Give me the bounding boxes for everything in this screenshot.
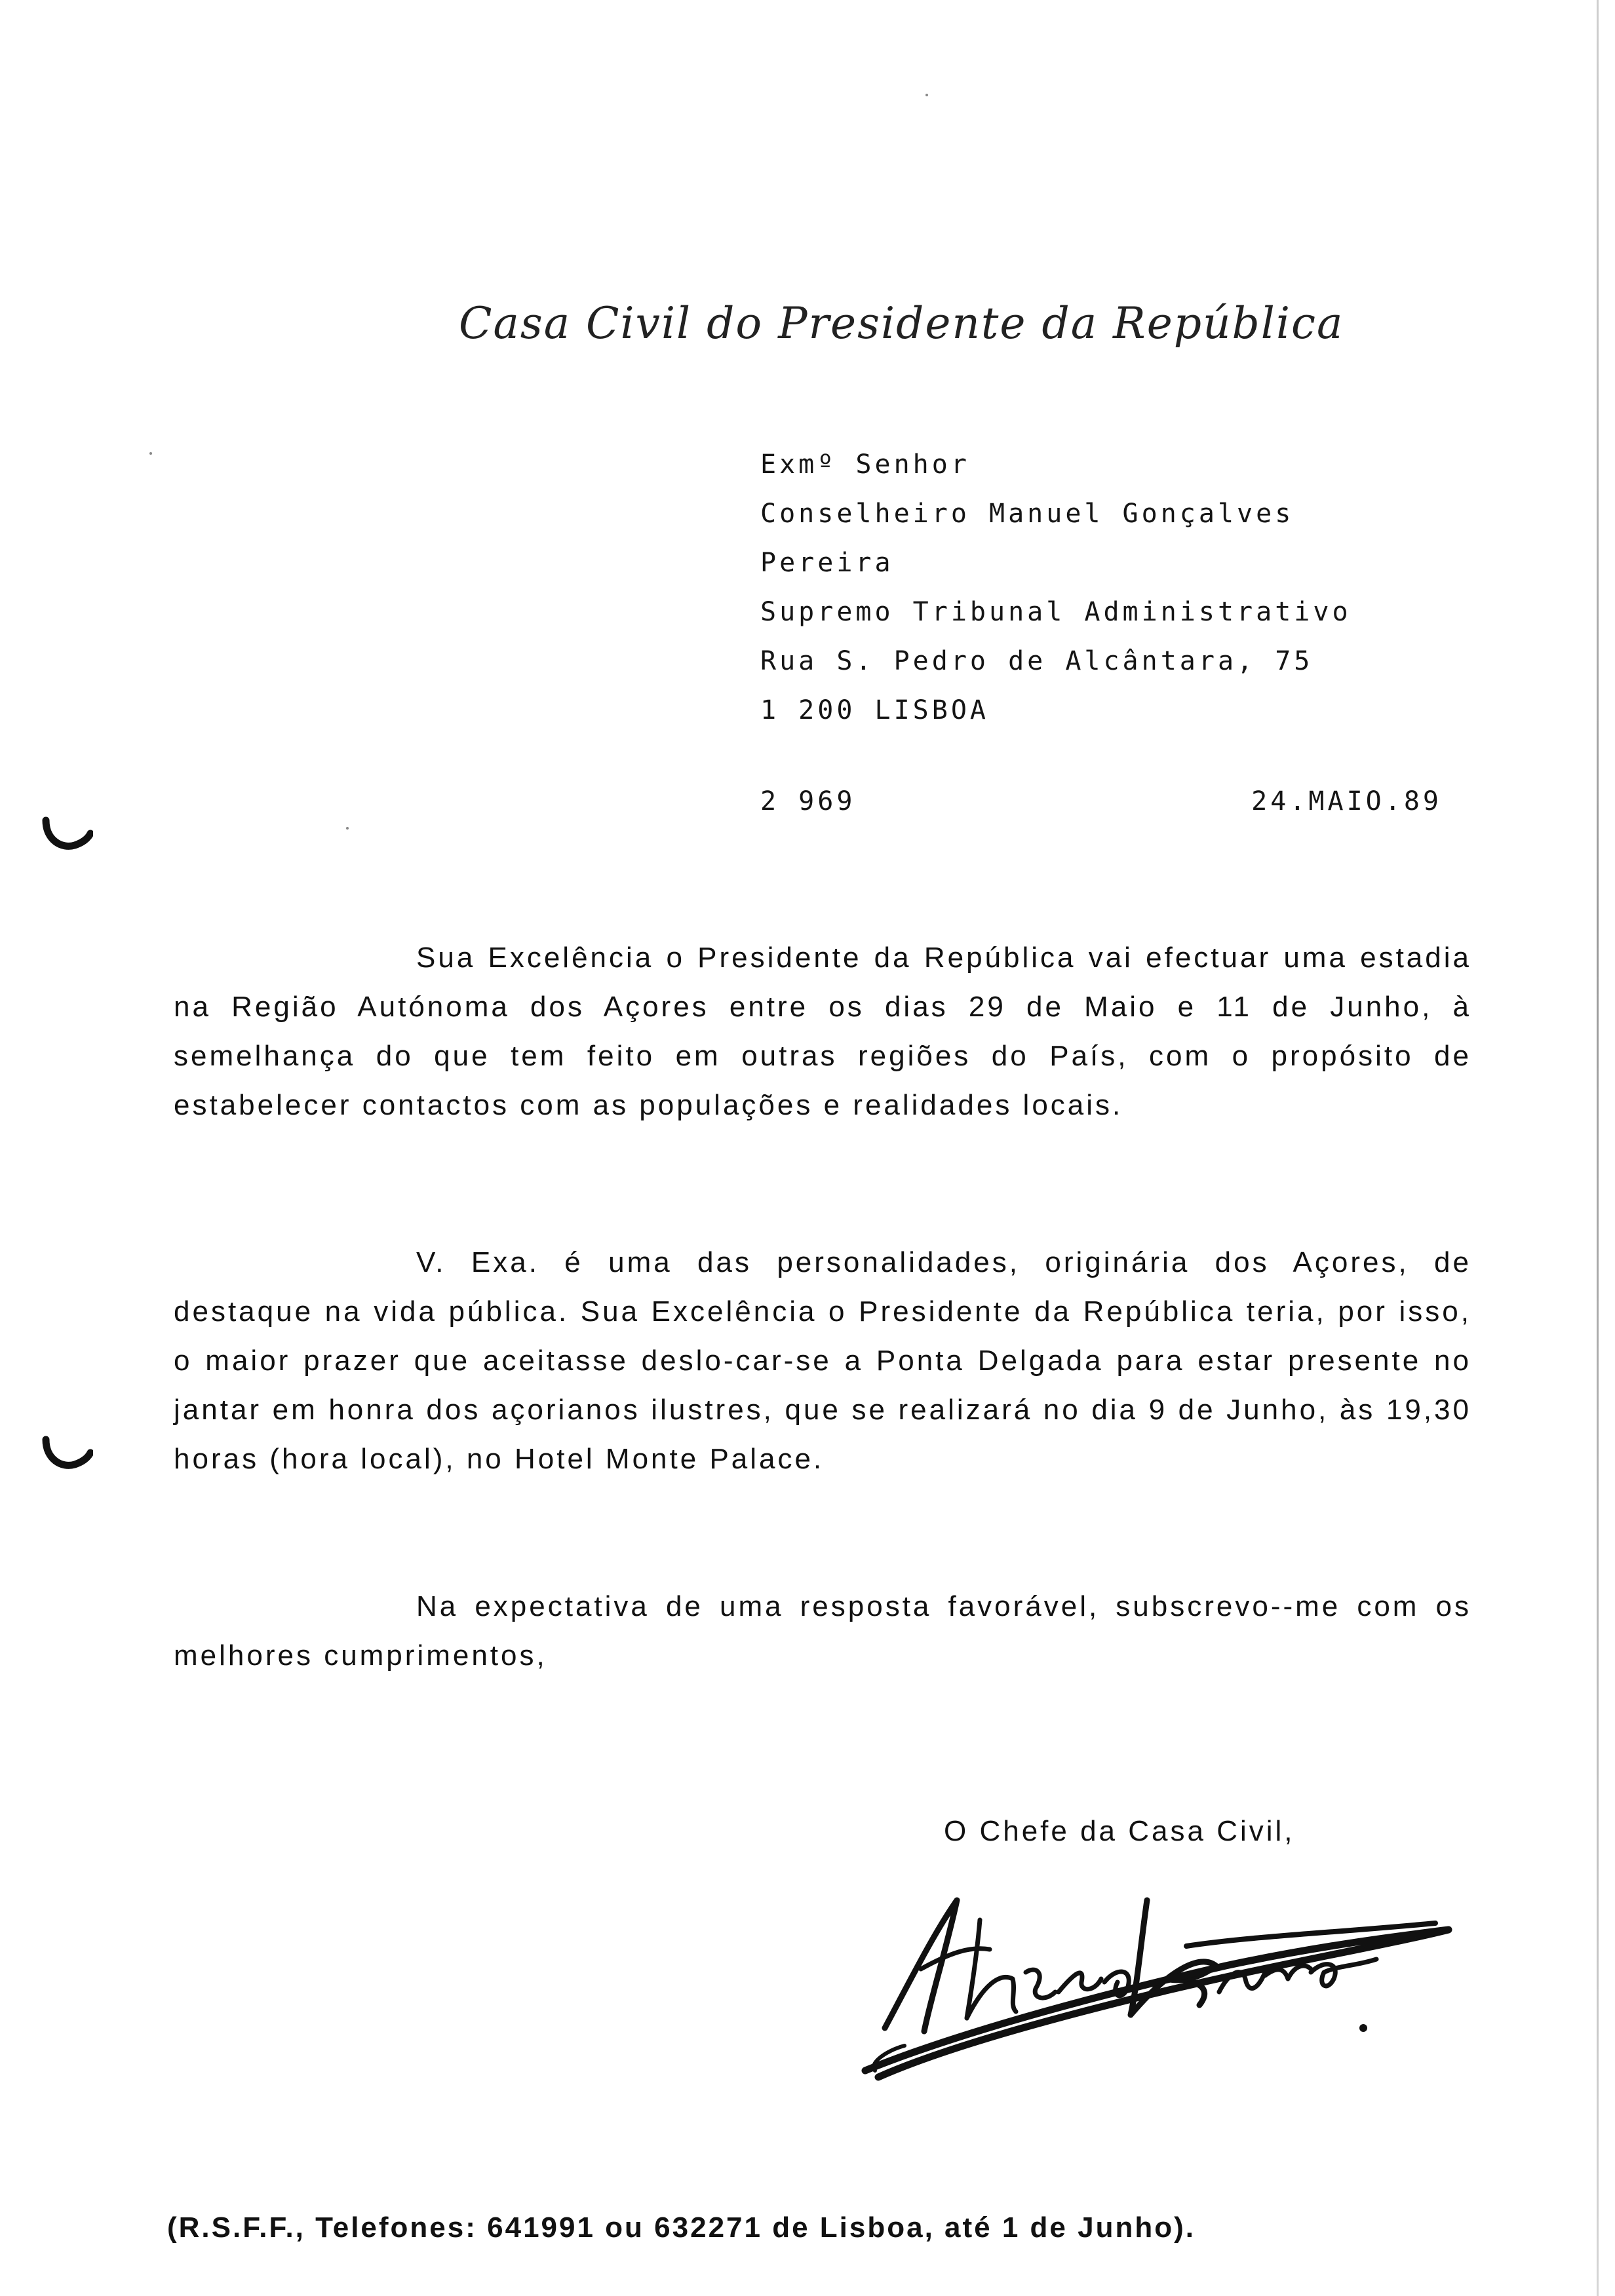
address-line: Rua S. Pedro de Alcântara, 75 [760, 646, 1313, 676]
speck [925, 94, 928, 96]
body-paragraph: Sua Excelência o Presidente da República vai efectuar uma estadia na Região Autónoma dos Açores entre os dias 29 de Maio e 11 de Junho, à semelhança do que tem feito em outras regiões do País, com o propósito de estabelecer contactos com as populações e realidades locais. [174, 942, 1471, 1121]
punch-hole-mark [41, 813, 93, 852]
page-edge [1597, 0, 1599, 2296]
address-line: 1 200 LISBOA [760, 695, 989, 725]
body-paragraph: V. Exa. é uma das personalidades, originária dos Açores, de destaque na vida pública. Sua Excelência o Presidente da República teria, por isso, o maior prazer que aceitasse deslo-car-se a Ponta Delgada para estar presente no jantar em honra dos açorianos ilustres, que se realizará no dia 9 de Junho, às 19,30 horas (hora local), no Hotel Monte Palace. [174, 1246, 1471, 1475]
punch-hole-mark [41, 1432, 93, 1471]
speck [346, 827, 349, 830]
letter-date: 24.MAIO.89 [1251, 786, 1442, 816]
address-line: Exmº Senhor [760, 450, 970, 480]
letterhead: Casa Civil do Presidente da República [459, 298, 1344, 349]
closing-title: O Chefe da Casa Civil, [944, 1815, 1295, 1847]
address-line: Conselheiro Manuel Gonçalves [760, 499, 1294, 529]
address-line: Pereira [760, 548, 894, 578]
footer-note: (R.S.F.F., Telefones: 641991 ou 632271 de Lisboa, até 1 de Junho). [167, 2211, 1196, 2244]
handwritten-signature [859, 1874, 1488, 2090]
speck [149, 452, 152, 455]
body-paragraph: Na expectativa de uma resposta favorável, subscrevo--me com os melhores cumprimentos, [174, 1590, 1471, 1672]
reference-number: 2 969 [760, 786, 856, 816]
address-line: Supremo Tribunal Administrativo [760, 597, 1352, 627]
recipient-address [760, 440, 1352, 735]
reference-line [760, 786, 1442, 816]
